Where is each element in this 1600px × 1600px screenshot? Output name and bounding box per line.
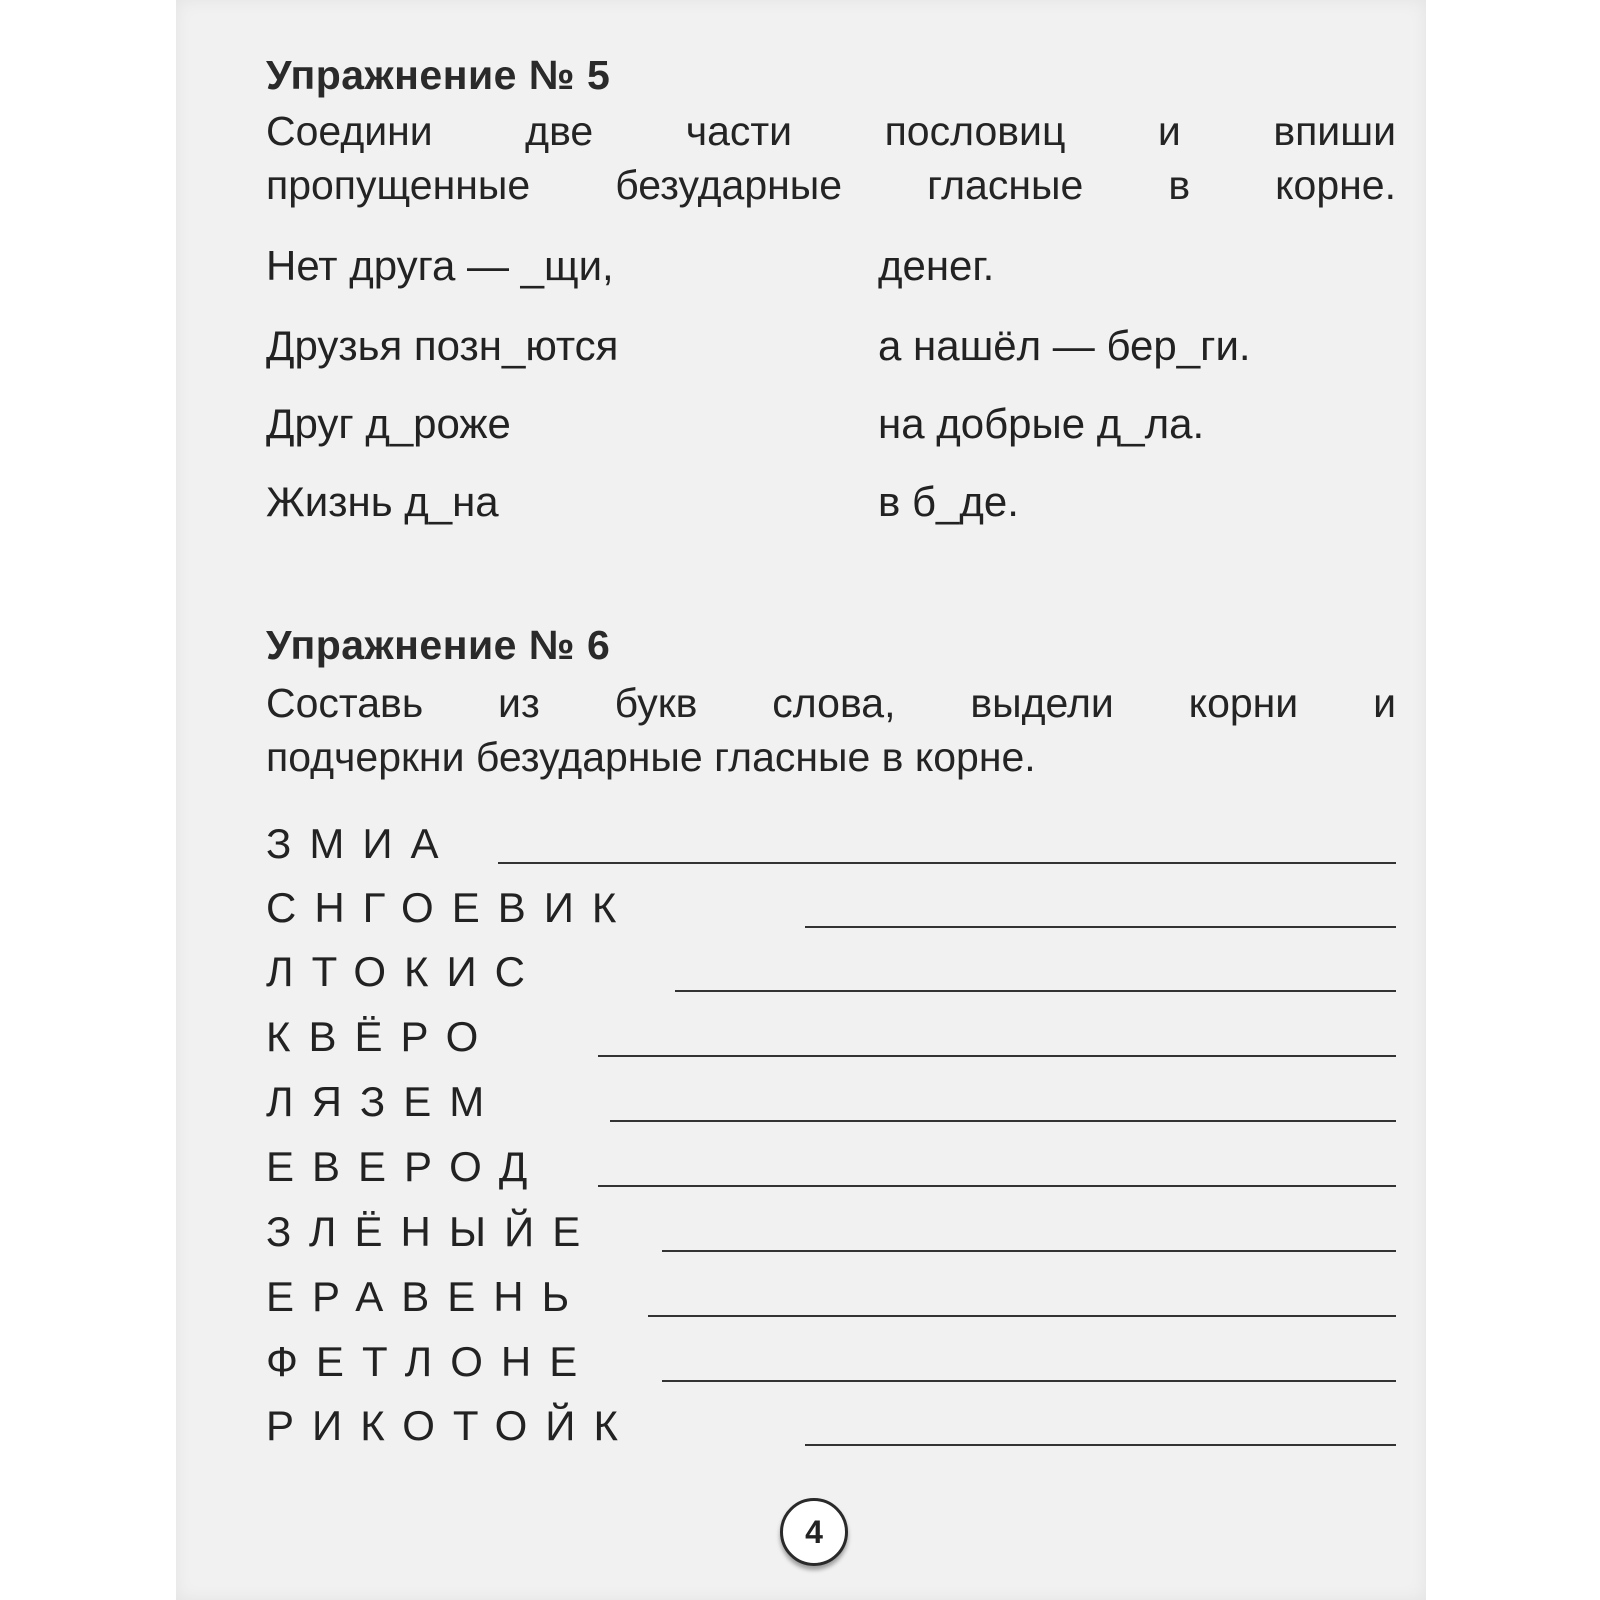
page-number: 4 (805, 1513, 823, 1550)
scrambled-word-8: ЕРАВЕНЬ (266, 1273, 588, 1320)
answer-line-4[interactable] (598, 1055, 1396, 1057)
scrambled-word-10: РИКОТОЙК (266, 1402, 636, 1449)
scrambled-word-7: ЗЛЁНЫЙЕ (266, 1208, 599, 1255)
answer-line-8[interactable] (648, 1315, 1396, 1317)
scrambled-word-1: ЗМИА (266, 820, 457, 867)
answer-line-5[interactable] (610, 1120, 1396, 1122)
proverb-right-2: а нашёл — бер_ги. (878, 322, 1251, 369)
answer-line-1[interactable] (498, 862, 1396, 864)
answer-line-2[interactable] (805, 926, 1396, 928)
answer-line-9[interactable] (662, 1380, 1396, 1382)
answer-line-6[interactable] (598, 1185, 1396, 1187)
scrambled-word-4: КВЁРО (266, 1013, 497, 1060)
proverb-left-2: Друзья позн_ются (266, 322, 619, 369)
exercise-5-instruction-line-1: Соедини две части пословиц и впиши (266, 108, 1396, 154)
proverb-left-1: Нет друга — _щи, (266, 242, 614, 289)
exercise-6-title: Упражнение № 6 (266, 622, 611, 668)
exercise-5-instruction-line-2: пропущенные безударные гласные в корне. (266, 162, 1396, 208)
exercise-6-instruction-line-2: подчеркни безударные гласные в корне. (266, 734, 1036, 780)
scrambled-word-3: ЛТОКИС (266, 948, 543, 995)
answer-line-10[interactable] (805, 1444, 1396, 1446)
proverb-right-1: денег. (878, 242, 995, 289)
answer-line-3[interactable] (675, 990, 1396, 992)
proverb-left-4: Жизнь д_на (266, 478, 499, 525)
proverb-left-3: Друг д_роже (266, 400, 511, 447)
page-number-badge (780, 1498, 848, 1566)
scrambled-word-5: ЛЯЗЕМ (266, 1078, 503, 1125)
proverb-right-3: на добрые д_ла. (878, 400, 1205, 447)
scrambled-word-9: ФЕТЛОНЕ (266, 1338, 596, 1385)
exercise-5-title: Упражнение № 5 (266, 52, 611, 98)
exercise-6-instruction-line-1: Составь из букв слова, выдели корни и (266, 680, 1396, 726)
scrambled-word-6: ЕВЕРОД (266, 1143, 546, 1190)
answer-line-7[interactable] (662, 1250, 1396, 1252)
proverb-right-4: в б_де. (878, 478, 1019, 525)
scrambled-word-2: СНГОЕВИК (266, 884, 635, 931)
